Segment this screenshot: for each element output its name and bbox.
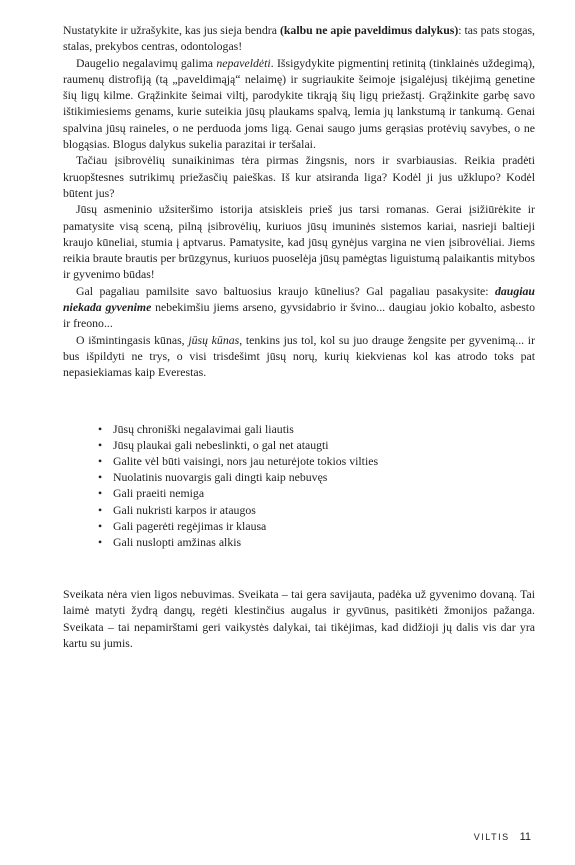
paragraph-4: Jūsų asmeninio užsiteršimo istorija atsiskleis prieš jus tarsi romanas. Gerai įsižiūrėkite ir pamatysite visą sceną, pilną įsibrovėlių, kuriuos jūsų imuninės sistemos kariai, nasrieji baltieji kraujo kūneliai, stumia į aptvarus. Pamatysite, kad jūsų gynėjus vargina ne vien įsibrovėliai. Jiems reikia braute brautis per brūzgynus, kuriuos puoselėja jūsų pamėgtas liguistumą palaikantis mitybos ir gyvenimo būdas! bbox=[63, 202, 535, 282]
italic-text: nepaveldėti bbox=[216, 55, 271, 70]
spacer bbox=[63, 381, 535, 421]
bullet-list bbox=[63, 421, 535, 551]
list-item: • Gali nuslopti amžinas alkis bbox=[113, 534, 535, 550]
magazine-name: VILTIS bbox=[473, 832, 510, 842]
page-footer bbox=[0, 831, 575, 843]
list-item: • Gali praeiti nemiga bbox=[113, 485, 535, 501]
text-run: O išmintingasis kūnas, bbox=[76, 332, 189, 347]
text-run: nebekimšiu jiems arseno, gyvsidabrio ir švino... daugiau jokio kobalto, asbesto ir freono... bbox=[63, 300, 535, 331]
italic-text: jūsų kūnas bbox=[188, 332, 240, 347]
text-run: Daugelio negalavimų galima bbox=[76, 55, 217, 70]
page-number: 11 bbox=[519, 831, 531, 843]
paragraph-5 bbox=[63, 283, 535, 332]
list-item: • Gali pagerėti regėjimas ir klausa bbox=[113, 518, 535, 534]
paragraph-1 bbox=[63, 22, 535, 55]
paragraph-3: Tačiau įsibrovėlių sunaikinimas tėra pirmas žingsnis, nors ir svarbiausias. Reikia pradėti kruopštesnes sutrikimų priežasčių paieškas. Iš kur atsiranda liga? Kodėl ji jus užklupo? Kodėl būtent jus? bbox=[63, 153, 535, 200]
list-item: • Jūsų chroniški negalavimai gali liautis bbox=[113, 421, 535, 437]
list-item: • Jūsų plaukai gali nebeslinkti, o gal net ataugti bbox=[113, 437, 535, 453]
text-run: Gal pagaliau pamilsite savo baltuosius kraujo kūnelius? Gal pagaliau pasakysite: bbox=[76, 283, 495, 298]
text-run: : tas pats stogas, stalas, prekybos centras, odontologas! bbox=[63, 23, 535, 54]
list-item: • Nuolatinis nuovargis gali dingti kaip nebuvęs bbox=[113, 469, 535, 485]
paragraph-7: Sveikata nėra vien ligos nebuvimas. Sveikata – tai gera savijauta, padėka už gyvenimo dovaną. Tai laimė matyti žydrą dangų, regėti klestinčius augalus ir gyvūnus, pasitikėti žmonijos pažanga. Sveikata – tai nepamirštami geri vaikystės dalykai, tai tikėjimas, kad didžioji jų dalis vis dar yra kartu su jumis. bbox=[63, 587, 535, 651]
text-run: , tenkins jus tol, kol su juo drauge žengsite per gyvenimą... ir bus išpildyti ne trys, o visi trisdešimt jūsų norų, kurių kiekvienas kol kas atrodo toks pat nepasiekiamas kaip Everestas. bbox=[63, 332, 536, 380]
text-run: . Išsigydykite pigmentinį retinitą (tinklainės uždegimą), raumenų distrofiją (tą „paveldimąją“ nelaimę) ir sugriaukite šeimoje įsigalėjusį tikėjimą genetine šių ligų kilme. Grąžinkite šeimai viltį, parodykite tikrąją šių ligų priežastį. Grąžinkite garbę savo ištikimiesiems genams, kurie suteikia jūsų plaukams spalvą, lemia jų lankstumą ir tankumą. Genai spalvina jūsų raineles, o ne perduoda joms ligą. Genai saugo jums gerąsias protėvių savybes, o ne blogąsias. Blogus dalykus sukelia parazitai ir teršalai. bbox=[63, 55, 535, 152]
spacer bbox=[63, 550, 535, 586]
bold-text: (kalbu ne apie paveldimus dalykus) bbox=[279, 23, 459, 37]
list-item: • Galite vėl būti vaisingi, nors jau neturėjote tokios vilties bbox=[113, 453, 535, 469]
italic-text: daugiau niekada gyvenime bbox=[63, 283, 535, 315]
list-item: • Gali nukristi karpos ir ataugos bbox=[113, 502, 535, 518]
paragraph-6 bbox=[63, 332, 535, 381]
paragraph-2 bbox=[63, 55, 535, 153]
text-run: Nustatykite ir užrašykite, kas jus sieja bendra bbox=[63, 23, 280, 37]
